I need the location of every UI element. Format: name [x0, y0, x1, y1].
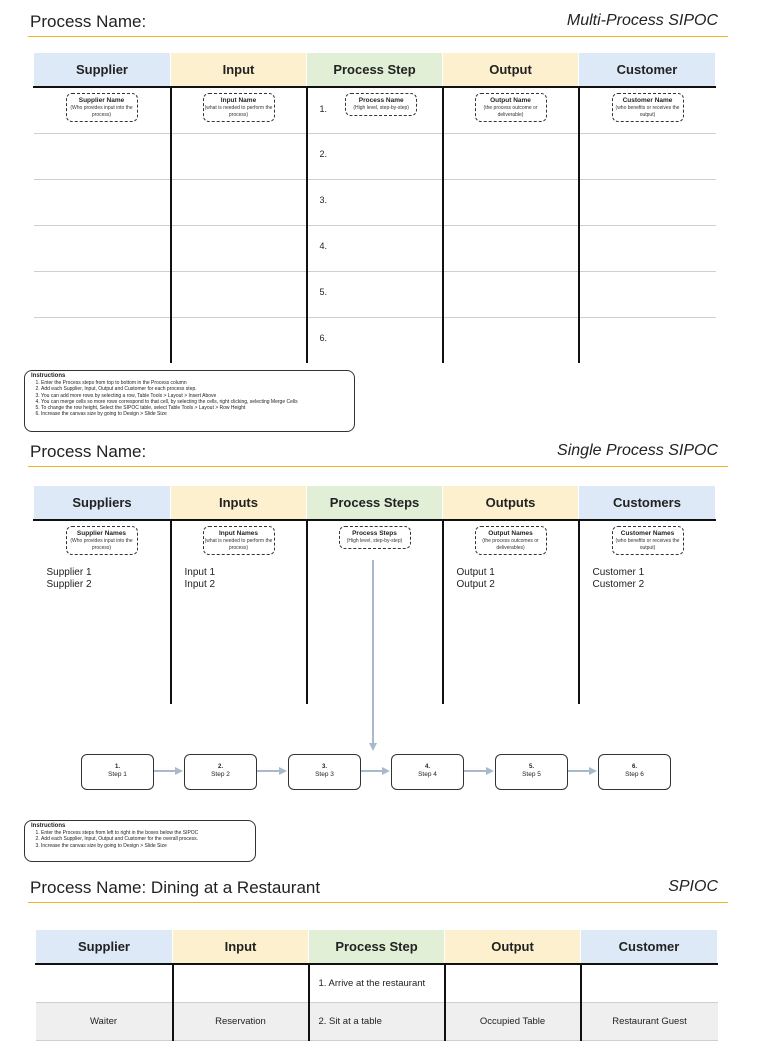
descriptor-text: (High level, step-by-step)	[346, 538, 403, 544]
process-name-label: Process Name:	[30, 442, 147, 461]
descriptor-title: Output Name	[490, 97, 531, 104]
cell-input[interactable]: Reservation	[173, 1003, 309, 1041]
step-box-2[interactable]	[184, 754, 257, 790]
instruction-item: 3. You can add more rows by selecting a row, Table Tools > Layout > Insert Above	[41, 393, 348, 399]
list-item: Input 1	[184, 567, 216, 578]
cell-customer[interactable]	[581, 964, 718, 1003]
descriptor-title: Input Name	[220, 97, 257, 104]
step-number: 1.	[114, 764, 120, 770]
step-label: Step 5	[522, 771, 541, 778]
step-number: 4.	[319, 241, 328, 251]
descriptor-text: (High level, step-by-step)	[353, 105, 409, 111]
descriptor-text: (what is needed to perform the process)	[204, 105, 273, 118]
descriptor-title: Process Name	[358, 97, 404, 104]
cell-output[interactable]: Occupied Table	[445, 1003, 581, 1041]
sipoc-type-label: Multi-Process SIPOC	[566, 12, 718, 29]
step-label: Step 2	[211, 771, 230, 778]
process-name-label: Process Name:	[30, 12, 147, 31]
cell-supplier[interactable]: Waiter	[36, 1003, 173, 1041]
list-item: Customer 2	[592, 579, 645, 590]
header-customer: Customer	[581, 930, 718, 964]
step-label: Step 3	[315, 771, 334, 778]
step-label: Step 6	[625, 771, 644, 778]
instruction-item: 4. You can merge cells so more rows correspond to that cell, by selecting the cells, right clicking, selecting Merge Cells	[41, 399, 348, 405]
cell-output[interactable]	[445, 964, 581, 1003]
instructions-title: Instructions	[31, 373, 66, 379]
cell-process-step[interactable]: 2. Sit at a table	[309, 1003, 445, 1041]
list-item: Supplier 2	[46, 579, 92, 590]
step-number: 2.	[217, 764, 223, 770]
descriptor-title: Process Steps	[352, 530, 397, 537]
header-process-steps: Process Steps	[307, 486, 443, 520]
descriptor-text: (who benefits or receives the output)	[615, 538, 680, 551]
descriptor-text: (who benefits or receives the output)	[615, 105, 680, 118]
header-output: Output	[443, 53, 579, 87]
step-number: 6.	[631, 764, 637, 770]
step-box-5[interactable]	[495, 754, 568, 790]
step-label: Step 1	[108, 771, 127, 778]
descriptor-text: (the process outcomes or deliverables)	[482, 538, 539, 551]
descriptor-title: Supplier Name	[78, 97, 125, 104]
step-box-1[interactable]	[81, 754, 154, 790]
instructions-title: Instructions	[31, 823, 66, 829]
instruction-item: 1. Enter the Process steps from left to right in the boxes below the SIPOC	[41, 830, 249, 836]
instruction-item: 2. Add each Supplier, Input, Output and Customer for the overall process.	[41, 836, 249, 842]
instruction-item: 1. Enter the Process steps from top to bottom in the Process column	[41, 380, 348, 386]
cell-process-step[interactable]: 1. Arrive at the restaurant	[309, 964, 445, 1003]
header-output: Output	[445, 930, 581, 964]
list-item: Output 2	[456, 579, 495, 590]
table-row	[36, 1003, 718, 1041]
header-process-step: Process Step	[307, 53, 443, 87]
step-box-4[interactable]	[391, 754, 464, 790]
header-outputs: Outputs	[443, 486, 579, 520]
descriptor-title: Customer Name	[622, 97, 673, 104]
step-number: 3.	[319, 195, 328, 205]
cell-supplier[interactable]	[36, 964, 173, 1003]
sipoc-type-label: Single Process SIPOC	[557, 442, 718, 459]
sipoc-type-label: SPIOC	[668, 878, 718, 895]
descriptor-text: (the process outcome or deliverable)	[483, 105, 538, 118]
header-input: Input	[173, 930, 309, 964]
header-customer: Customer	[579, 53, 716, 87]
descriptor-text: (Who provides input into the process)	[70, 105, 133, 118]
header-suppliers: Suppliers	[34, 486, 171, 520]
descriptor-title: Input Names	[218, 530, 258, 537]
header-inputs: Inputs	[171, 486, 307, 520]
descriptor-title: Supplier Names	[76, 530, 127, 537]
single-instructions-box	[24, 820, 256, 862]
table-row	[36, 964, 718, 1003]
header-process-step: Process Step	[309, 930, 445, 964]
list-item: Output 1	[456, 567, 495, 578]
header-input: Input	[171, 53, 307, 87]
list-item: Input 2	[184, 579, 216, 590]
cell-customer[interactable]: Restaurant Guest	[581, 1003, 718, 1041]
list-item: Supplier 1	[46, 567, 92, 578]
restaurant-process-header	[28, 878, 728, 903]
descriptor-title: Customer Names	[620, 530, 675, 537]
header-supplier: Supplier	[36, 930, 173, 964]
step-number: 4.	[424, 764, 430, 770]
step-box-6[interactable]	[598, 754, 671, 790]
header-supplier: Supplier	[34, 53, 171, 87]
step-label: Step 4	[418, 771, 437, 778]
step-number: 1.	[319, 104, 328, 114]
step-box-3[interactable]	[288, 754, 361, 790]
instruction-item: 5. To change the row height, Select the SIPOC table, select Table Tools > Layout > Row Height	[41, 405, 348, 411]
instruction-item: 2. Add each Supplier, Input, Output and Customer for each process step.	[41, 386, 348, 392]
step-number: 5.	[319, 287, 328, 297]
descriptor-title: Output Names	[488, 530, 533, 537]
instruction-item: 3. Increase the canvas size by going to Design > Slide Size	[41, 843, 249, 849]
restaurant-sipoc-table	[35, 930, 718, 1041]
header-customers: Customers	[579, 486, 716, 520]
table-header-row	[36, 930, 718, 964]
list-item: Customer 1	[592, 567, 645, 578]
instruction-item: 6. Increase the canvas size by going to Design > Slide Size	[41, 411, 348, 417]
cell-input[interactable]	[173, 964, 309, 1003]
step-number: 6.	[319, 333, 328, 343]
step-number: 3.	[321, 764, 327, 770]
descriptor-text: (Who provides input into the process)	[70, 538, 133, 551]
step-number: 5.	[528, 764, 534, 770]
descriptor-text: (what is needed to perform the process)	[204, 538, 273, 551]
step-number: 2.	[319, 149, 328, 159]
process-name-label: Process Name: Dining at a Restaurant	[30, 878, 321, 897]
